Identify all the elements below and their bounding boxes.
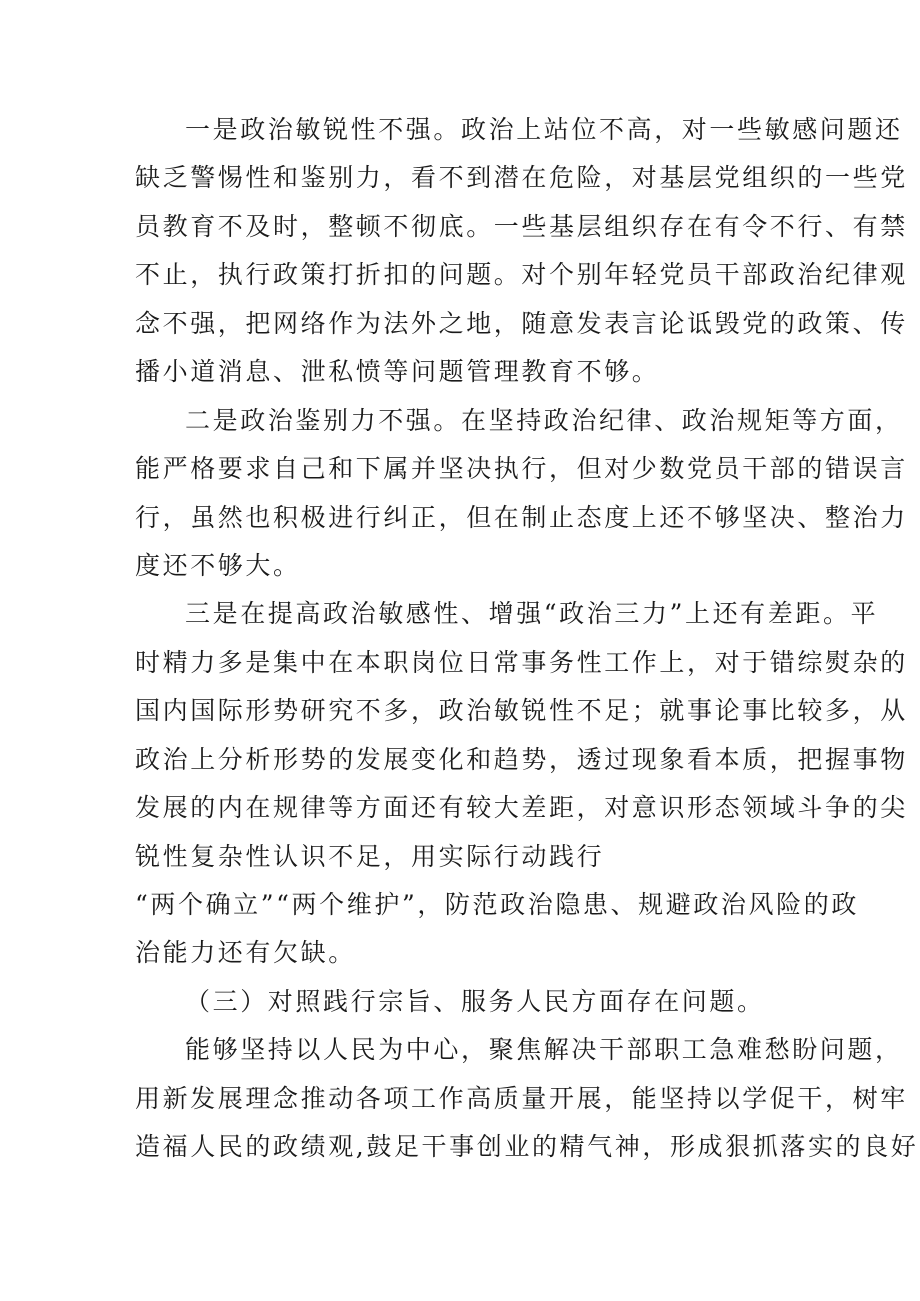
paragraph-4-line-3: 造福人民的政绩观,鼓足干事创业的精气神，形成狠抓落实的良好 [135, 1132, 919, 1161]
section-heading-3: （三）对照践行宗旨、服务人民方面存在问题。 [185, 987, 765, 1016]
paragraph-3-line-2: 时精力多是集中在本职岗位日常事务性工作上，对于错综熨杂的 [135, 648, 908, 677]
paragraph-3-line-3: 国内国际形势研究不多，政治敏锐性不足；就事论事比较多，从 [135, 696, 908, 725]
paragraph-2-line-2: 能严格要求自己和下属并坚决执行，但对少数党员干部的错误言 [135, 454, 908, 483]
paragraph-1-line-2: 缺乏警惕性和鉴别力，看不到潜在危险，对基层党组织的一些党 [135, 163, 908, 192]
paragraph-3-line-5: 发展的内在规律等方面还有较大差距，对意识形态领域斗争的尖 [135, 793, 908, 822]
paragraph-2-line-4: 度还不够大。 [135, 551, 301, 580]
paragraph-1-line-5: 念不强，把网络作为法外之地，随意发表言论诋毁党的政策、传 [135, 309, 908, 338]
paragraph-2-line-3: 行，虽然也积极进行纠正，但在制止态度上还不够坚决、整治力 [135, 503, 908, 532]
paragraph-4-line-2: 用新发展理念推动各项工作高质量开展，能坚持以学促干，树牢 [135, 1084, 908, 1113]
paragraph-3-line-1: 三是在提高政治敏感性、增强“政治三力”上还有差距。平 [185, 599, 879, 628]
paragraph-1-line-6: 播小道消息、泄私愤等问题管理教育不够。 [135, 357, 660, 386]
paragraph-3-line-6: 锐性复杂性认识不足，用实际行动践行 [135, 842, 605, 871]
paragraph-3-line-7: “两个确立”“两个维护”，防范政治隐患、规避政治风险的政 [135, 890, 859, 919]
paragraph-4-line-1: 能够坚持以人民为中心，聚焦解决干部职工急难愁盼问题， [185, 1035, 903, 1064]
paragraph-1-line-4: 不止，执行政策打折扣的问题。对个别年轻党员干部政治纪律观 [135, 260, 908, 289]
paragraph-1-line-3: 员教育不及时，整顿不彻底。一些基层组织存在有令不行、有禁 [135, 212, 908, 241]
paragraph-3-line-4: 政治上分析形势的发展变化和趋势，透过现象看本质，把握事物 [135, 745, 908, 774]
paragraph-1-line-1: 一是政治敏锐性不强。政治上站位不高，对一些敏感问题还 [185, 115, 903, 144]
paragraph-3-line-8: 治能力还有欠缺。 [135, 938, 356, 967]
paragraph-2-line-1: 二是政治鉴别力不强。在坚持政治纪律、政治规矩等方面， [185, 406, 903, 435]
